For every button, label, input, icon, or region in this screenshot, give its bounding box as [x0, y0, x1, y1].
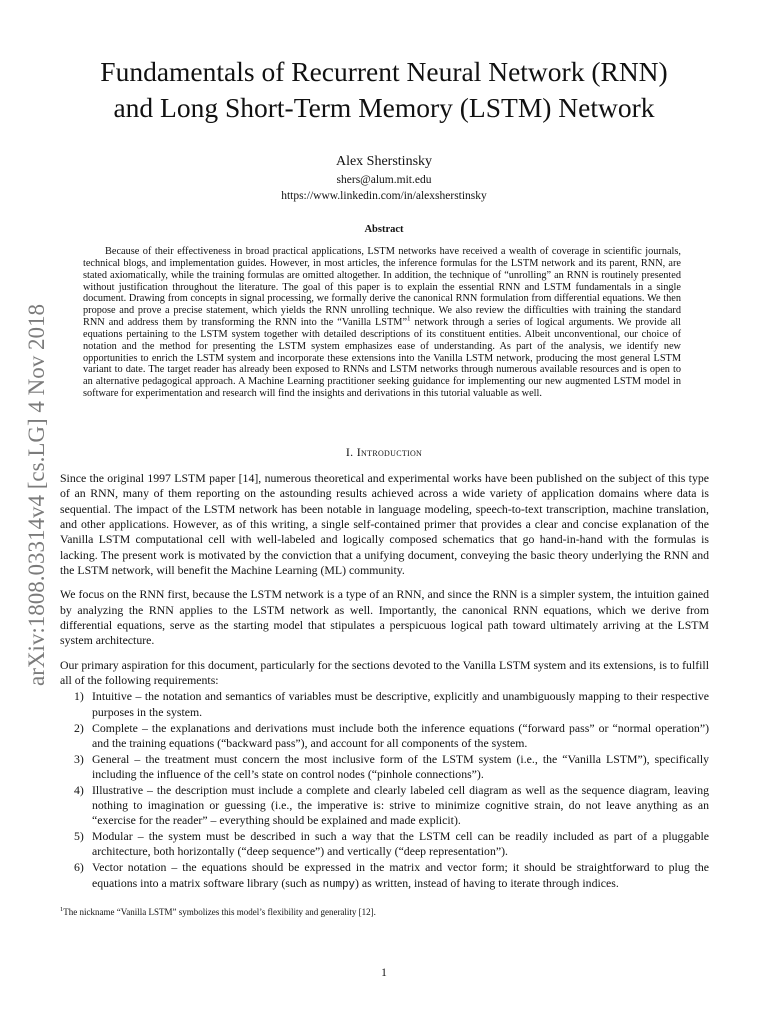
introduction-body	[60, 471, 709, 893]
list-item-text: Intuitive – the notation and semantics of variables must be descriptive, explicitly and unambiguously mapping to their respective purposes in the system.	[92, 689, 709, 719]
list-item-number: 5)	[74, 829, 84, 844]
list-item	[60, 783, 709, 829]
paragraph: We focus on the RNN first, because the LSTM network is a type of an RNN, and since the RNN is a simpler system, the intuition gained by analyzing the RNN applies to the LSTM network as well. Importantly, the canonical RNN equations, which we derive from differential equations, serve as the starting model that stipulates a perspicuous logical path toward ultimately arriving at the LSTM system architecture.	[60, 587, 709, 648]
title-line-2: and Long Short-Term Memory (LSTM) Network	[113, 92, 655, 123]
footnote-text: The nickname “Vanilla LSTM” symbolizes this model’s flexibility and generality [12].	[63, 907, 376, 917]
section-number: I.	[345, 445, 354, 459]
title-line-1: Fundamentals of Recurrent Neural Network (RNN)	[100, 56, 668, 87]
list-item-text: Modular – the system must be described in such a way that the LSTM cell can be readily included as part of a pluggable architecture, both horizontally (“deep sequence”) and vertically (“deep representation”).	[92, 829, 709, 859]
author-url[interactable]: https://www.linkedin.com/in/alexsherstinsky	[281, 190, 487, 202]
code-numpy: numpy	[322, 878, 356, 891]
abstract-heading: Abstract	[364, 224, 404, 235]
list-item	[60, 689, 709, 720]
list-item-text: Complete – the explanations and derivations must include both the inference equations (“forward pass” or “normal operation”) and the training equations (“backward pass”), and account for all components of the system.	[92, 720, 709, 750]
list-item-text: Illustrative – the description must include a complete and clearly labeled cell diagram as well as the sequence diagram, leaving nothing to imagination or guessing (i.e., the imperative is: strive to minimize cognitive strain, do not leave anything as an “exercise for the reader” – everything should be explained and made explicit).	[92, 782, 709, 828]
paragraph: Since the original 1997 LSTM paper [14], numerous theoretical and experimental works have been published on the subject of this type of an RNN, many of them reporting on the astounding results achieved across a wide variety of application domains where data is sequential. The impact of the LSTM network has been notable in language modeling, speech-to-text transcription, machine translation, and other applications. However, as of this writing, a single self-contained primer that provides a clear and concise explanation of the Vanilla LSTM computational cell with well-labeled and logically composed schematics that go hand-in-hand with the formulas is lacking. The present work is motivated by the conviction that a unifying document, conveying the basic theory underlying the RNN and the LSTM network, will benefit the Machine Learning (ML) community.	[60, 471, 709, 578]
arxiv-stamp	[12, 270, 62, 720]
footnote-mark: 1	[60, 906, 64, 913]
section-title: Introduction	[356, 445, 423, 459]
list-item-text: General – the treatment must concern the most inclusive form of the LSTM system (i.e., the “Vanilla LSTM”), specifically including the influence of the cell’s state on control nodes (“pinhole connections”).	[92, 751, 709, 781]
list-item-number: 3)	[74, 751, 84, 766]
list-item-number: 1)	[74, 689, 84, 704]
list-item	[60, 721, 709, 752]
page-number: 1	[381, 967, 387, 979]
list-item	[60, 752, 709, 783]
author-name: Alex Sherstinsky	[335, 154, 433, 169]
footnote-reference[interactable]: 1	[407, 314, 411, 323]
list-item	[60, 860, 709, 893]
footnote	[60, 906, 709, 918]
list-item-text-after: ) as written, instead of having to iterate through indices.	[355, 875, 619, 890]
section-heading	[60, 445, 708, 460]
abstract-text	[83, 246, 681, 400]
abstract-text-part-2: network through a series of logical arguments. We provide all equations pertaining to the LSTM system together with detailed descriptions of its constituent entities. Albeit unconventional, our choice of notation and the method for presenting the LSTM system emphasizes ease of understanding. As part of the analysis, we identify new opportunities to enrich the LSTM system and incorporate these extensions into the Vanilla LSTM network, producing the most general LSTM variant to date. The target reader has already been exposed to RNNs and LSTM networks through numerous available resources and is open to an alternative pedagogical approach. A Machine Learning practitioner seeking guidance for implementing our new augmented LSTM model in software for experimentation and research will find the insights and derivations in this tutorial valuable as well.	[83, 317, 681, 400]
requirements-list	[60, 689, 709, 892]
arxiv-identifier: arXiv:1808.03314v4 [cs.LG] 4 Nov 2018	[24, 303, 50, 687]
list-item	[60, 829, 709, 860]
list-item-number: 4)	[74, 782, 84, 797]
paper-title	[60, 54, 708, 126]
list-item-text-before: Vector notation – the equations should be expressed in the matrix and vector form; it should be straightforward to plug the equations into a matrix software library (such as	[92, 860, 709, 890]
abstract-text-part-1: Because of their effectiveness in broad practical applications, LSTM networks have received a wealth of coverage in scientific journals, technical blogs, and implementation guides. However, in most articles, the inference formulas for the LSTM network and its parent, RNN, are stated axiomatically, while the training formulas are omitted altogether. In addition, the technique of “unrolling” an RNN is routinely presented without justification throughout the literature. The goal of this paper is to explain the essential RNN and LSTM fundamentals in a single document. Drawing from concepts in signal processing, we formally derive the canonical RNN formulation from differential equations. We then propose and prove a precise statement, which yields the RNN unrolling technique. We also review the difficulties with training the standard RNN and address them by transforming the RNN into the “Vanilla LSTM”	[83, 246, 681, 329]
paragraph: Our primary aspiration for this document, particularly for the sections devoted to the Vanilla LSTM system and its extensions, is to fulfill all of the following requirements:	[60, 657, 709, 688]
list-item-number: 2)	[74, 720, 84, 735]
author-block	[60, 152, 708, 204]
list-item-number: 6)	[74, 860, 84, 875]
author-email[interactable]: shers@alum.mit.edu	[336, 174, 432, 186]
